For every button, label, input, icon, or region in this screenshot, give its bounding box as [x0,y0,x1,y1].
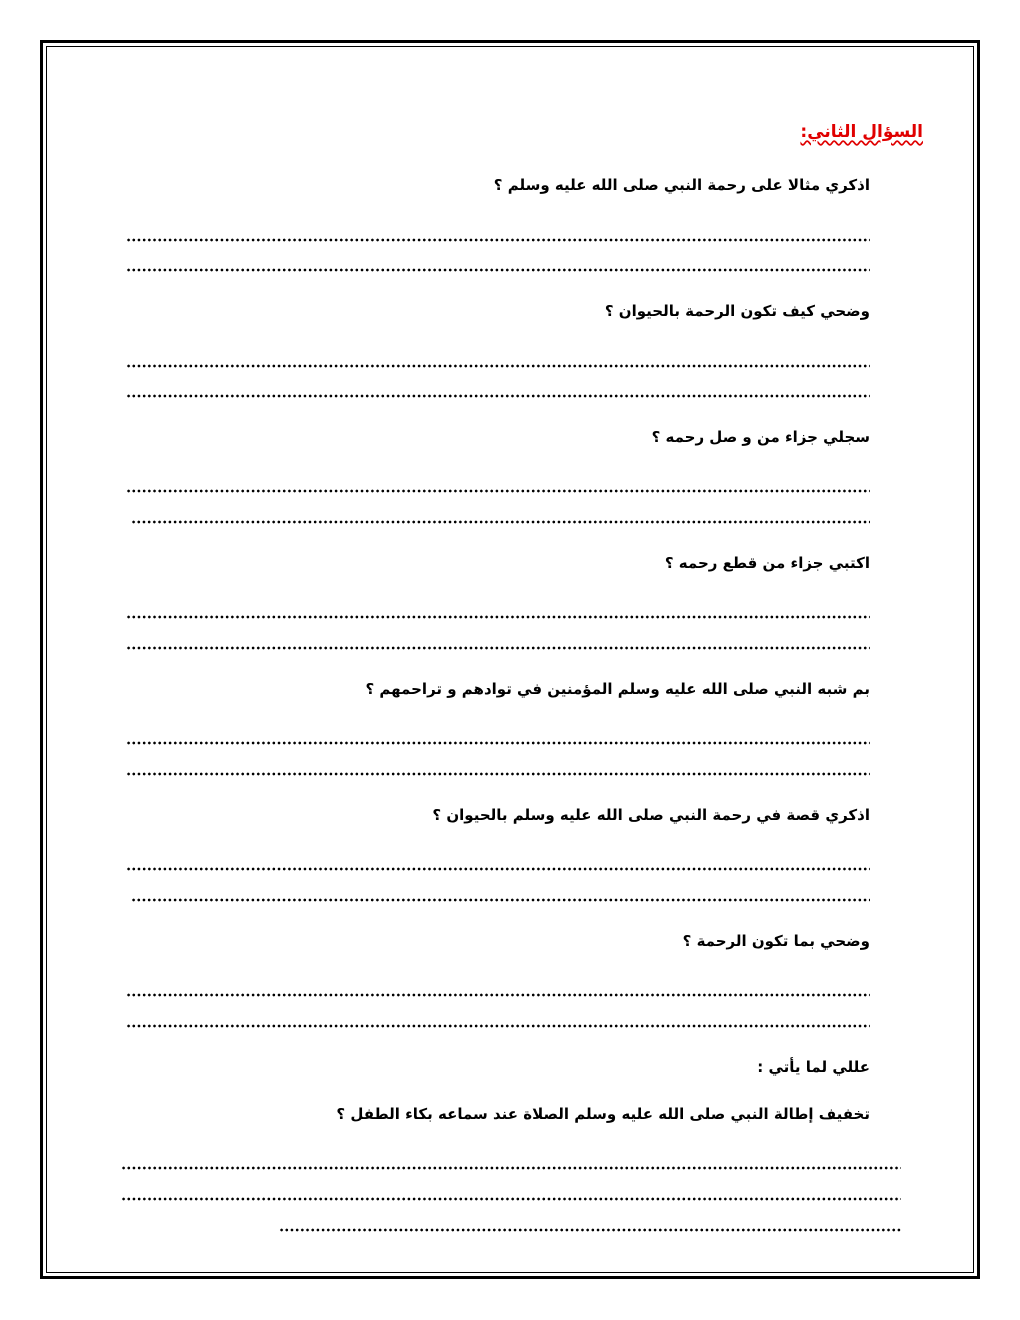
answer-line[interactable] [126,394,870,398]
answer-line[interactable] [126,741,870,745]
answer-line[interactable] [126,646,870,650]
answer-line[interactable] [126,268,870,272]
explain-heading: عللي لما يأتي : [757,1058,870,1076]
answer-line[interactable] [126,238,870,242]
answer-line[interactable] [126,615,870,619]
answer-line[interactable] [131,520,870,524]
question-6: اذكري قصة في رحمة النبي صلى الله عليه وسلم بالحيوان ؟ [432,806,870,824]
question-1: اذكري مثالا على رحمة النبي صلى الله عليه وسلم ؟ [493,176,870,194]
answer-line[interactable] [126,993,870,997]
explain-item: تخفيف إطالة النبي صلى الله عليه وسلم الصلاة عند سماعه بكاء الطفل ؟ [336,1105,870,1123]
answer-line[interactable] [126,772,870,776]
answer-line[interactable] [121,1197,901,1201]
answer-line[interactable] [126,364,870,368]
question-4: اكتبي جزاء من قطع رحمه ؟ [664,554,870,572]
answer-line[interactable] [131,898,870,902]
question-2: وضحي كيف تكون الرحمة بالحيوان ؟ [604,302,870,320]
answer-line[interactable] [121,1166,901,1170]
answer-line[interactable] [279,1228,901,1232]
answer-line[interactable] [126,867,870,871]
question-5: بم شبه النبي صلى الله عليه وسلم المؤمنين في توادهم و تراحمهم ؟ [365,680,870,698]
section-title: السؤال الثاني: [800,122,923,142]
answer-line[interactable] [126,1024,870,1028]
question-7: وضحي بما تكون الرحمة ؟ [682,932,870,950]
question-3: سجلي جزاء من و صل رحمه ؟ [651,428,870,446]
answer-line[interactable] [126,489,870,493]
page-border-inner [46,46,974,1273]
